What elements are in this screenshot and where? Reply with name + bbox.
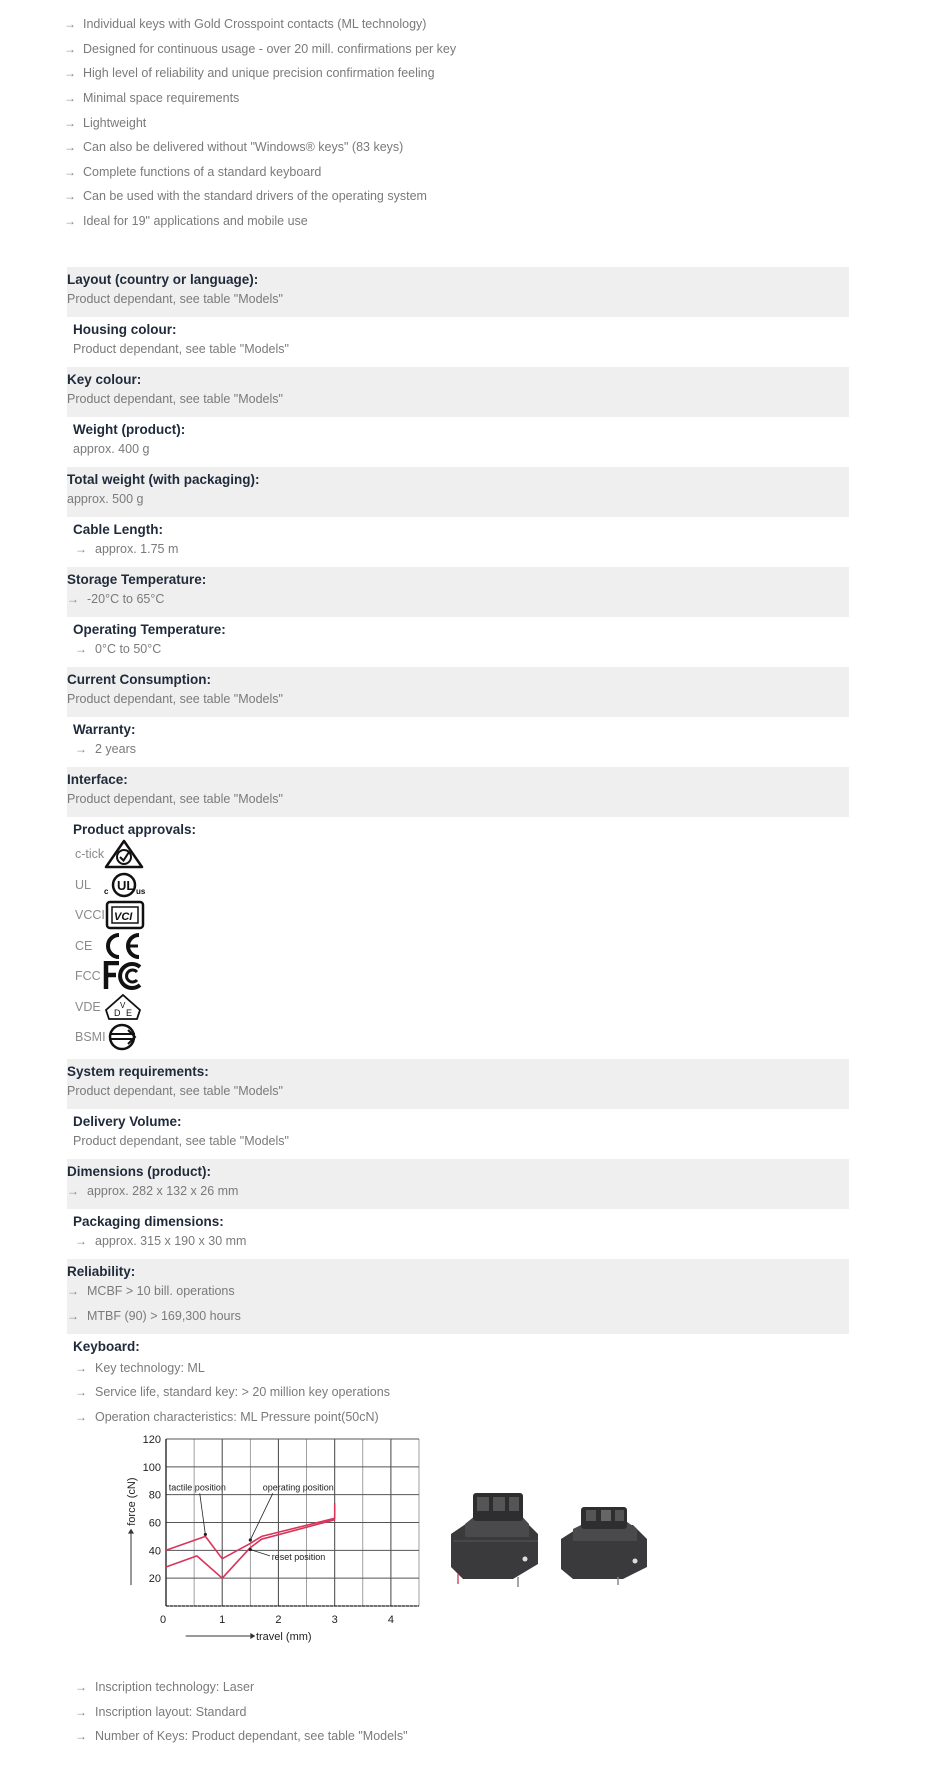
- spec-value-text: Inscription layout: Standard: [95, 1704, 247, 1719]
- arrow-right-icon: →: [75, 1385, 87, 1399]
- x-axis-arrowhead: [250, 1633, 255, 1639]
- bsmi-logo-icon: [106, 1022, 140, 1052]
- ul-logo-icon: [103, 870, 149, 900]
- svg-text:V: V: [120, 1000, 126, 1010]
- approval-item: [73, 839, 849, 870]
- spec-value-text: MTBF (90) > 169,300 hours: [87, 1308, 241, 1323]
- x-tick-label: 3: [331, 1614, 338, 1626]
- spec-value: [73, 1231, 849, 1253]
- approval-name: c-tick: [75, 847, 105, 862]
- spec-total-weight: [67, 467, 849, 517]
- spec-value: Product dependant, see table "Models": [67, 692, 283, 706]
- spec-label: Interface:: [67, 772, 128, 787]
- spec-delivery-volume: [67, 1109, 849, 1159]
- approval-item: [73, 961, 849, 992]
- key-switch-image-large: [451, 1493, 538, 1587]
- spec-value-text: approx. 315 x 190 x 30 mm: [95, 1233, 247, 1248]
- annotation-label: tactile position: [168, 1482, 226, 1493]
- arrow-right-icon: →: [64, 164, 76, 179]
- feature-item: [64, 61, 864, 86]
- spec-label: Keyboard:: [73, 1338, 140, 1354]
- spec-value-text: Inscription technology: Laser: [95, 1680, 255, 1694]
- feature-text: Complete functions of a standard keyboard: [83, 164, 322, 179]
- feature-text: Individual keys with Gold Crosspoint contacts (ML technology): [83, 17, 427, 32]
- spec-value: [73, 1675, 849, 1700]
- spec-label: Reliability:: [67, 1263, 136, 1279]
- spec-label: Housing colour:: [73, 322, 177, 337]
- spec-storage-temperature: [67, 567, 849, 617]
- approval-name: UL: [75, 877, 91, 892]
- approvals-list: [73, 839, 849, 1053]
- approval-item: [73, 900, 849, 931]
- arrow-right-icon: →: [64, 140, 76, 155]
- arrow-right-icon: →: [75, 542, 87, 556]
- spec-value: Product dependant, see table "Models": [67, 392, 283, 406]
- feature-text: Designed for continuous usage - over 20 mill. confirmations per key: [83, 41, 457, 56]
- spec-value: [67, 1306, 849, 1328]
- vde-logo-icon: [103, 992, 143, 1022]
- y-axis-arrowhead: [128, 1529, 134, 1534]
- spec-product-approvals: [67, 817, 849, 1059]
- spec-value: approx. 500 g: [67, 492, 144, 506]
- spec-reliability: [67, 1259, 849, 1334]
- y-tick-label: 80: [148, 1489, 161, 1502]
- spec-value: [73, 639, 849, 661]
- feature-text: Can be used with the standard drivers of the operating system: [83, 189, 427, 204]
- y-axis-label: force (cN): [126, 1477, 138, 1526]
- x-tick-label: 4: [387, 1614, 394, 1626]
- spec-label: Layout (country or language):: [67, 272, 259, 287]
- feature-item: [64, 135, 864, 160]
- annotation-label: reset position: [271, 1552, 326, 1563]
- svg-text:UL: UL: [117, 877, 135, 893]
- approval-name: FCC: [75, 969, 101, 984]
- svg-text:E: E: [126, 1007, 133, 1018]
- svg-text:c: c: [104, 886, 109, 896]
- arrow-right-icon: →: [75, 1409, 87, 1424]
- annotation-leader: [250, 1493, 272, 1540]
- spec-value: [67, 1281, 849, 1306]
- arrow-right-icon: →: [75, 1680, 87, 1694]
- feature-text: High level of reliability and unique precision confirmation feeling: [83, 66, 435, 81]
- arrow-right-icon: →: [64, 66, 76, 81]
- approval-item: [73, 992, 849, 1023]
- spec-label: Warranty:: [73, 722, 136, 737]
- approval-name: VCCI: [75, 908, 105, 923]
- spec-value-text: -20°C to 65°C: [87, 592, 165, 606]
- feature-item: [64, 12, 864, 37]
- annotation-label: operating position: [262, 1482, 334, 1493]
- spec-label: Packaging dimensions:: [73, 1213, 224, 1229]
- arrow-right-icon: →: [64, 214, 76, 229]
- spec-value: [67, 1181, 849, 1203]
- feature-text: Lightweight: [83, 115, 147, 130]
- annotation-marker: [249, 1548, 252, 1551]
- spec-label: System requirements:: [67, 1063, 209, 1079]
- arrow-right-icon: →: [67, 1308, 79, 1323]
- force-travel-chart-area: [73, 1429, 849, 1659]
- arrow-right-icon: →: [75, 1360, 87, 1375]
- approval-name: VDE: [75, 999, 101, 1014]
- arrow-right-icon: →: [64, 189, 76, 204]
- approval-name: CE: [75, 938, 93, 953]
- spec-label: Dimensions (product):: [67, 1163, 211, 1179]
- spec-value: Product dependant, see table "Models": [73, 1133, 289, 1148]
- feature-item: [64, 184, 864, 209]
- spec-value-text: approx. 282 x 132 x 26 mm: [87, 1183, 239, 1198]
- approval-item: [73, 1022, 849, 1053]
- approval-item: [73, 870, 849, 901]
- spec-key-colour: [67, 367, 849, 417]
- feature-item: [64, 160, 864, 185]
- ce-logo-icon: [103, 931, 143, 961]
- approval-item: [73, 931, 849, 962]
- spec-label: Weight (product):: [73, 422, 186, 437]
- key-switch-images: [443, 1479, 663, 1589]
- approval-name: BSMI: [75, 1030, 106, 1045]
- spec-housing-colour: [67, 317, 849, 367]
- arrow-right-icon: →: [75, 642, 87, 656]
- annotation-marker: [204, 1533, 207, 1536]
- spec-weight-product: [67, 417, 849, 467]
- spec-value: [73, 539, 849, 561]
- feature-list: [64, 12, 864, 233]
- spec-value: Product dependant, see table "Models": [67, 292, 283, 306]
- feature-text: Minimal space requirements: [83, 91, 240, 106]
- y-tick-label: 120: [142, 1434, 161, 1446]
- spec-label: Product approvals:: [73, 822, 197, 837]
- spec-table: [67, 267, 849, 1755]
- spec-label: Operating Temperature:: [73, 622, 226, 637]
- spec-dimensions-product: [67, 1159, 849, 1209]
- feature-text: Ideal for 19" applications and mobile use: [83, 214, 308, 229]
- x-axis-label: travel (mm): [255, 1631, 312, 1643]
- y-tick-label: 20: [148, 1573, 161, 1586]
- annotation-marker: [249, 1538, 252, 1541]
- spec-value: Product dependant, see table "Models": [73, 342, 289, 356]
- spec-value-text: MCBF > 10 bill. operations: [87, 1283, 235, 1298]
- svg-text:VCI: VCI: [113, 911, 133, 924]
- spec-value-text: 2 years: [95, 742, 136, 756]
- spec-operating-temperature: [67, 617, 849, 667]
- arrow-right-icon: →: [75, 1233, 87, 1248]
- arrow-right-icon: →: [64, 91, 76, 106]
- spec-value: Product dependant, see table "Models": [67, 792, 283, 806]
- x-tick-label: 2: [275, 1614, 282, 1626]
- key-switch-image-small: [561, 1507, 647, 1585]
- arrow-right-icon: →: [64, 115, 76, 130]
- spec-value: [73, 1724, 849, 1749]
- spec-interface: [67, 767, 849, 817]
- spec-value: [73, 1380, 849, 1405]
- c-tick-logo-icon: [104, 839, 144, 869]
- spec-value: [73, 1700, 849, 1725]
- spec-value: [73, 1356, 849, 1381]
- feature-item: [64, 209, 864, 234]
- spec-label: Delivery Volume:: [73, 1113, 182, 1129]
- spec-packaging-dimensions: [67, 1209, 849, 1259]
- feature-item: [64, 86, 864, 111]
- spec-value: Product dependant, see table "Models": [67, 1083, 283, 1098]
- arrow-right-icon: →: [67, 1283, 79, 1298]
- arrow-right-icon: →: [75, 1729, 87, 1743]
- arrow-right-icon: →: [67, 1183, 79, 1198]
- x-tick-label: 0: [159, 1614, 167, 1626]
- spec-value: [73, 739, 849, 761]
- spec-label: Storage Temperature:: [67, 572, 207, 587]
- arrow-right-icon: →: [64, 17, 76, 32]
- spec-value: [67, 589, 849, 611]
- spec-value: approx. 400 g: [73, 442, 150, 456]
- feature-item: [64, 37, 864, 62]
- spec-value-text: Key technology: ML: [95, 1360, 205, 1375]
- spec-value-text: approx. 1.75 m: [95, 542, 179, 556]
- spec-label: Current Consumption:: [67, 672, 211, 687]
- spec-keyboard: [67, 1334, 849, 1755]
- y-tick-label: 60: [148, 1517, 161, 1530]
- spec-layout: [67, 267, 849, 317]
- spec-label: Cable Length:: [73, 522, 163, 537]
- fcc-logo-icon: [103, 961, 143, 991]
- y-tick-label: 100: [142, 1461, 161, 1474]
- spec-label: Key colour:: [67, 372, 142, 387]
- x-tick-label: 1: [219, 1614, 226, 1626]
- spec-warranty: [67, 717, 849, 767]
- annotation-leader: [200, 1493, 206, 1534]
- force-travel-chart: [73, 1429, 433, 1659]
- spec-system-requirements: [67, 1059, 849, 1109]
- spec-current-consumption: [67, 667, 849, 717]
- y-tick-label: 40: [148, 1545, 161, 1558]
- spec-value-text: Service life, standard key: > 20 million key operations: [95, 1385, 390, 1399]
- feature-item: [64, 110, 864, 135]
- arrow-right-icon: →: [75, 742, 87, 756]
- arrow-right-icon: →: [75, 1704, 87, 1719]
- arrow-right-icon: →: [64, 41, 76, 56]
- svg-text:us: us: [136, 886, 146, 896]
- spec-value-text: 0°C to 50°C: [95, 642, 162, 656]
- feature-text: Can also be delivered without "Windows® keys" (83 keys): [83, 140, 404, 155]
- arrow-right-icon: →: [67, 592, 79, 606]
- spec-value-text: Number of Keys: Product dependant, see table "Models": [95, 1729, 408, 1743]
- spec-value-text: Operation characteristics: ML Pressure point(50cN): [95, 1409, 379, 1424]
- spec-value: [73, 1405, 849, 1430]
- spec-cable-length: [67, 517, 849, 567]
- svg-text:D: D: [114, 1007, 121, 1018]
- spec-label: Total weight (with packaging):: [67, 472, 260, 487]
- vcci-logo-icon: [105, 900, 145, 930]
